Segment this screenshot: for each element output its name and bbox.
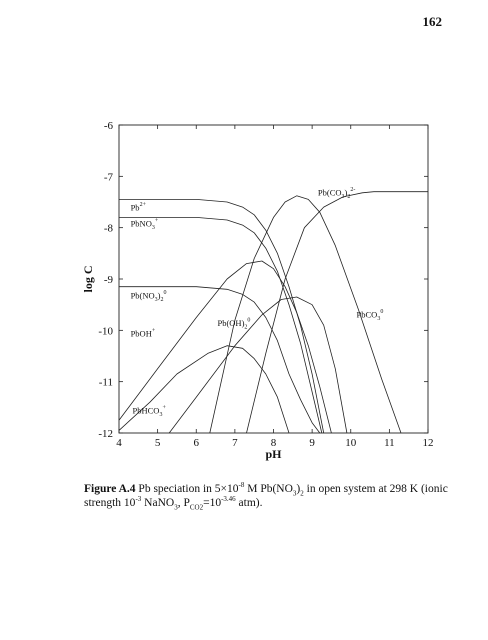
species-label-pboh: PbOH+: [130, 327, 156, 339]
series-line-4: [169, 297, 347, 433]
y-tick-label: -6: [103, 120, 113, 132]
species-label-pbhco3: PbHCO$_3$+: [132, 404, 166, 418]
x-tick-label: 9: [309, 437, 315, 449]
y-tick-label: -12: [98, 428, 113, 440]
x-tick-label: 7: [232, 437, 238, 449]
species-label-pboh2: $Pb(OH)_2^0$: [217, 317, 251, 331]
y-axis-label: log C: [81, 265, 95, 293]
page-number: 162: [422, 14, 442, 29]
species-label-pb2: $Pb^{2+}$: [130, 202, 146, 213]
species-label-pbco3: PbCO$_3^0$: [356, 309, 384, 322]
y-tick-label: -10: [98, 325, 113, 338]
y-tick-label: -11: [98, 376, 113, 389]
species-label-pbno32: $Pb(NO_3)_2^0$: [130, 290, 167, 304]
series-line-7: [119, 346, 289, 433]
x-tick-label: 6: [193, 437, 199, 449]
y-tick-label: -8: [103, 222, 113, 235]
y-tick-label: -7: [103, 171, 113, 184]
series-line-6: [247, 192, 429, 433]
x-tick-label: 10: [345, 437, 357, 449]
y-tick-label: -9: [103, 274, 113, 286]
plot-frame: [119, 125, 428, 433]
x-tick-label: 5: [154, 437, 161, 449]
figure-label: Figure A.4: [84, 483, 136, 495]
x-tick-label: 8: [270, 437, 277, 449]
series-line-0: [119, 199, 324, 433]
x-tick-label: 11: [384, 437, 395, 449]
species-label-pbco32: $Pb(CO_3)_2^{2-}$: [317, 186, 356, 200]
x-axis-label: pH: [265, 447, 282, 461]
x-tick-label: 12: [422, 437, 434, 449]
species-label-pbno3: PbNO$_3$+: [130, 218, 159, 232]
x-tick-label: 4: [116, 437, 122, 449]
figure-caption: Figure A.4 Pb speciation in $5\times 10^{-8}$ M $Pb(NO_3)_2$ in open system at 298 K (ionic strength $10^{-3}$ NaNO$_3$, $P_{CO2}=10^{-3.46}$ atm).: [84, 481, 448, 512]
